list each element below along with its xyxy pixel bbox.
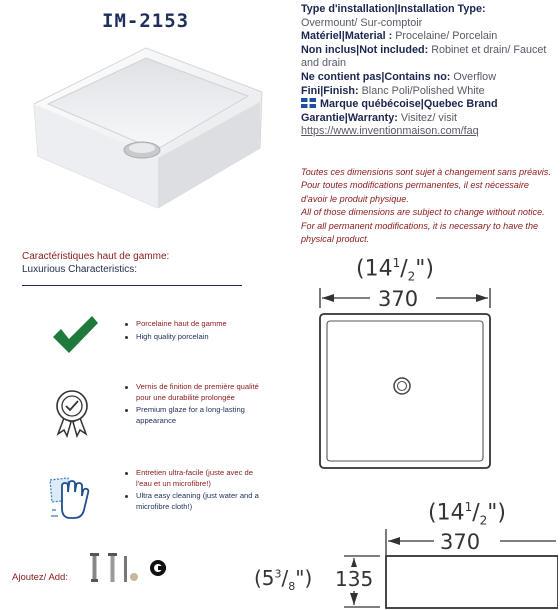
disclaimer — [301, 166, 553, 246]
top-width-mm: 370 — [378, 287, 419, 311]
side-height-mm: 135 — [335, 567, 374, 591]
sink-photo — [28, 40, 268, 215]
feature-3-en: Ultra easy cleaning (just water and a microfibre cloth!) — [122, 491, 262, 512]
drain-icon[interactable] — [90, 553, 99, 582]
title-divider — [22, 285, 242, 286]
finish-value: Blanc Poli/Polished White — [361, 84, 485, 97]
specifications — [301, 3, 556, 139]
warranty-link[interactable]: https://www.inventionmaison.com/faq — [301, 125, 479, 138]
top-view-drawing — [318, 284, 494, 470]
drain-cap-icon[interactable] — [130, 573, 138, 581]
plug-icon[interactable] — [150, 560, 166, 576]
installation-label: Type d'installation|Installation Type: — [301, 3, 486, 15]
brand-label: Marque québécoise|Quebec Brand — [320, 98, 498, 111]
feature-list-cleaning — [122, 468, 262, 514]
features-title-en: Luxurious Characteristics: — [22, 264, 138, 275]
side-width-mm: 370 — [440, 530, 481, 554]
feature-list-glaze — [122, 382, 262, 428]
installation-value: Overmount/ Sur-comptoir — [301, 16, 423, 29]
feature-3-fr: Entretien ultra-facile (juste avec de l'eau et un microfibre!) — [122, 468, 262, 489]
contains-label: Ne contient pas|Contains no: — [301, 70, 451, 83]
pop-up-drain-icon[interactable] — [108, 553, 117, 582]
feature-2-en: Premium glaze for a long-lasting appearance — [122, 405, 262, 426]
material-label: Matériel|Material : — [301, 30, 393, 43]
warranty-label: Garantie|Warranty: — [301, 111, 398, 124]
drain-pipe-icon[interactable] — [124, 556, 127, 582]
not-included-label: Non inclus|Not included: — [301, 43, 429, 56]
top-width-inches: $(14^1/_2")$ — [356, 256, 434, 284]
warranty-value: Visitez/ visit — [400, 111, 458, 124]
feature-list-quality — [122, 319, 262, 344]
feature-1-en: High quality porcelain — [122, 332, 262, 343]
disclaimer-en: All of those dimensions are subject to change without notice. For all permanent modifications, it is necessary to have the physical product. — [301, 207, 545, 245]
checkmark-icon — [50, 313, 100, 355]
contains-value: Overflow — [453, 70, 496, 83]
feature-2-fr: Vernis de finition de première qualité pour une durabilité prolongée — [122, 382, 262, 403]
feature-1-fr: Porcelaine haut de gamme — [122, 319, 262, 330]
features-title-fr: Caractéristiques haut de gamme: — [22, 251, 170, 262]
features-title — [22, 250, 169, 276]
material-value: Procelaine/ Porcelain — [395, 30, 498, 43]
addon-products — [86, 550, 176, 586]
disclaimer-fr: Toutes ces dimensions sont sujet à changement sans préavis. Pour toutes modifications permanentes, il est nécessaire d'avoir le produit physique. — [301, 167, 551, 204]
side-height-inches: $(5^3/_8")$ — [254, 566, 313, 593]
quebec-flag-icon — [301, 98, 316, 108]
side-width-inches: $(14^1/_2")$ — [428, 500, 506, 528]
finish-label: Fini|Finish: — [301, 84, 359, 97]
addons-label: Ajoutez/ Add: — [12, 572, 68, 583]
cleaning-hand-icon — [48, 474, 94, 524]
model-number: IM-2153 — [102, 10, 190, 32]
not-included-value: Robinet et drain/ Faucet and drain — [301, 43, 547, 70]
quality-badge-icon — [52, 388, 92, 438]
